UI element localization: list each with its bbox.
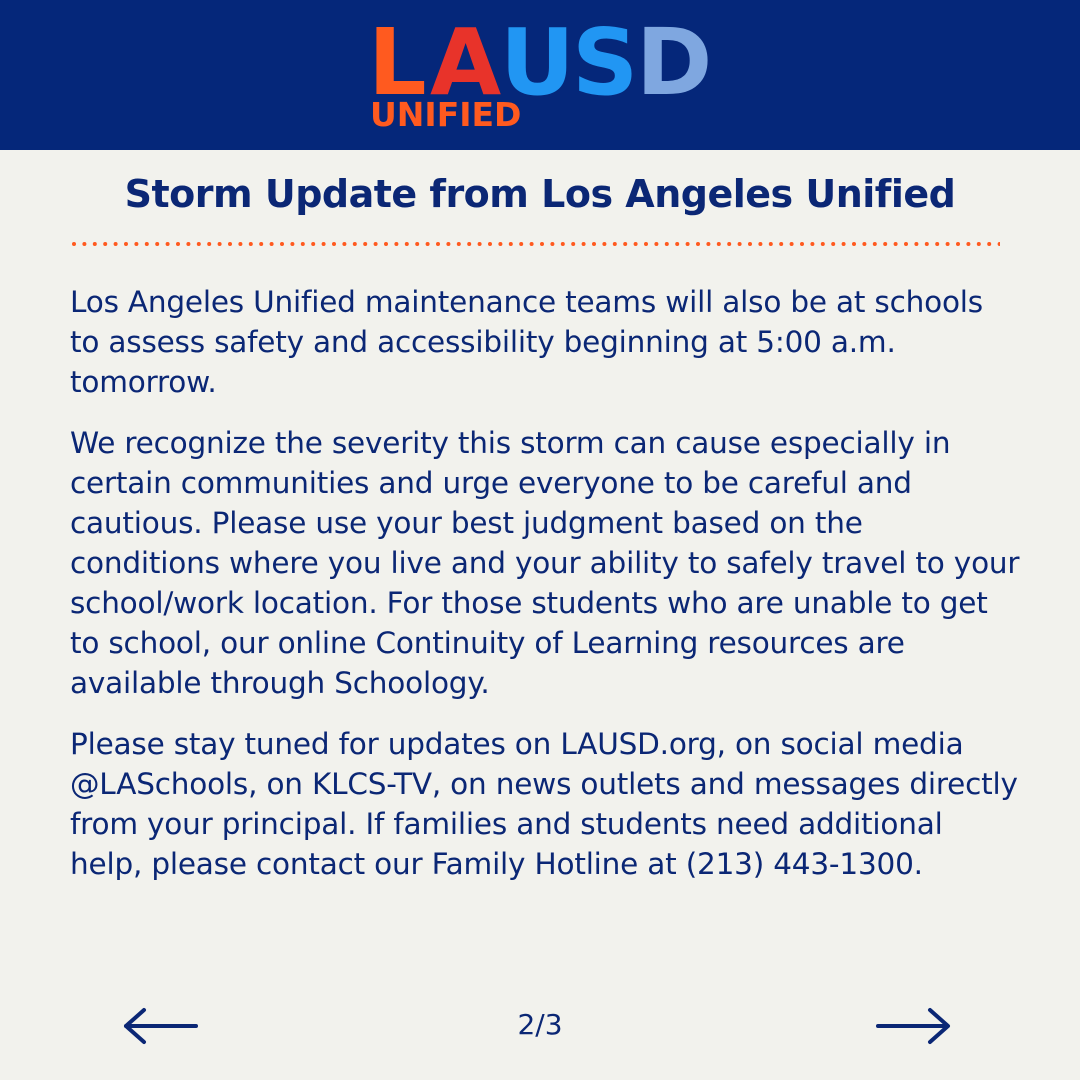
next-page-button[interactable]	[874, 1004, 954, 1048]
body-content	[70, 282, 1020, 905]
logo-letter-d: D	[636, 16, 713, 116]
paragraph-maintenance: Los Angeles Unified maintenance teams will also be at schools to assess safety and accessibility beginning at 5:00 a.m. tomorrow.	[70, 285, 983, 399]
paragraph-severity: We recognize the severity this storm can cause especially in certain communities and urge everyone to be careful and cautious. Please use your best judgment based on the conditions where you live and your ability to safely travel to your school/work location. For those students who are unable to get to school, our online Continuity of Learning resources are available through Schoology.	[70, 426, 1020, 700]
paragraph-updates: Please stay tuned for updates on LAUSD.org, on social media @LASchools, on KLCS-TV, on news outlets and messages directly from your principal. If families and students need additional help, please contact our Family Hotline at (213) 443-1300.	[70, 727, 1018, 881]
dotted-divider	[72, 240, 1000, 248]
logo-letter-l: L	[368, 16, 427, 116]
header-banner	[0, 0, 1080, 150]
logo-letter-a: A	[430, 16, 502, 116]
arrow-right-icon	[874, 1004, 954, 1048]
logo-subtitle: UNIFIED	[370, 95, 522, 134]
logo-letter-s: S	[572, 16, 639, 116]
page-indicator: 2/3	[517, 1008, 563, 1041]
lausd-logo	[368, 16, 718, 136]
logo-letter-u: U	[500, 16, 575, 116]
page-title: Storm Update from Los Angeles Unified	[124, 172, 956, 216]
previous-page-button[interactable]	[120, 1004, 200, 1048]
arrow-left-icon	[120, 1004, 200, 1048]
